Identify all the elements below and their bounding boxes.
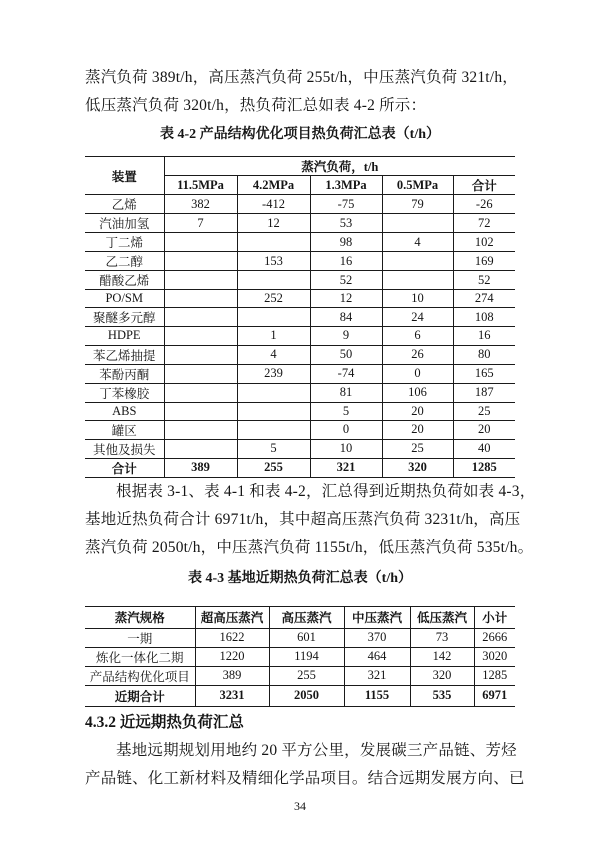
table-cell: 1155	[344, 685, 410, 706]
table-cell: 12	[310, 290, 382, 308]
row-label: 产品结构优化项目	[85, 666, 195, 685]
table-cell: 1622	[195, 628, 269, 647]
table-cell: 98	[310, 233, 382, 252]
table-cell: 3231	[195, 685, 269, 706]
row-label: 合计	[85, 458, 164, 477]
table-cell: 20	[382, 420, 453, 439]
table-header-row	[85, 157, 515, 176]
table-4-2	[85, 156, 515, 478]
table-cell: 20	[453, 420, 515, 439]
table-cell: 79	[382, 195, 453, 214]
paragraph-line: 蒸汽负荷 2050t/h，中压蒸汽负荷 1155t/h，低压蒸汽负荷 535t/h。	[85, 538, 534, 556]
table-cell	[164, 383, 237, 402]
table-cell: 153	[237, 252, 310, 271]
table-cell	[382, 252, 453, 271]
paragraph-summary	[85, 478, 536, 562]
table-cell: 252	[237, 290, 310, 308]
table-cell: 320	[410, 666, 474, 685]
table-cell: -75	[310, 195, 382, 214]
table-cell: 370	[344, 628, 410, 647]
paragraph-line: 基地近热负荷合计 6971t/h，其中超高压蒸汽负荷 3231t/h，高压	[85, 510, 521, 528]
table-cell	[237, 308, 310, 327]
col-header-steam-group: 蒸汽负荷，t/h	[164, 157, 515, 176]
table-cell: 1194	[269, 647, 344, 666]
col-header: 中压蒸汽	[344, 606, 410, 628]
table-row	[85, 439, 515, 458]
table-row	[85, 233, 515, 252]
table-cell: 165	[453, 364, 515, 383]
table-cell: 108	[453, 308, 515, 327]
row-label: 近期合计	[85, 685, 195, 706]
table-cell: 389	[164, 458, 237, 477]
row-label: 丁二烯	[85, 233, 164, 252]
table-4-2-header	[85, 157, 515, 195]
table-cell: -412	[237, 195, 310, 214]
table-cell: 255	[237, 458, 310, 477]
table-cell	[164, 327, 237, 345]
table-cell: 5	[310, 402, 382, 420]
table-cell: 16	[310, 252, 382, 271]
table-cell: 10	[382, 290, 453, 308]
table-cell: 2050	[269, 685, 344, 706]
table-cell: 0	[310, 420, 382, 439]
table-cell: 389	[195, 666, 269, 685]
table-cell: 169	[453, 252, 515, 271]
table-cell: 16	[453, 327, 515, 345]
table-cell	[164, 271, 237, 290]
col-header-device: 装置	[85, 157, 164, 195]
col-header: 高压蒸汽	[269, 606, 344, 628]
table-cell: 81	[310, 383, 382, 402]
paragraph-line: 低压蒸汽负荷 320t/h，热负荷汇总如表 4-2 所示：	[85, 97, 427, 114]
row-label: 苯乙烯抽提	[85, 345, 164, 364]
row-label: 醋酸乙烯	[85, 271, 164, 290]
col-header: 超高压蒸汽	[195, 606, 269, 628]
table-cell: 274	[453, 290, 515, 308]
table-cell: 52	[453, 271, 515, 290]
table-cell	[237, 383, 310, 402]
col-header: 小计	[474, 606, 515, 628]
table-cell: 5	[237, 439, 310, 458]
col-header: 合计	[453, 176, 515, 195]
table-cell: 1220	[195, 647, 269, 666]
table-cell: 6	[382, 327, 453, 345]
paragraph-line: 根据表 3-1、表 4-1 和表 4-2，汇总得到近期热负荷如表 4-3，	[116, 482, 536, 500]
row-label: 汽油加氢	[85, 214, 164, 233]
row-label: 一期	[85, 628, 195, 647]
table-cell: 142	[410, 647, 474, 666]
row-label: 罐区	[85, 420, 164, 439]
table-cell: 73	[410, 628, 474, 647]
table-4-2-body	[85, 195, 515, 478]
table-row	[85, 647, 515, 666]
table-cell	[164, 402, 237, 420]
table-cell: 106	[382, 383, 453, 402]
table-cell	[237, 271, 310, 290]
col-header: 4.2MPa	[237, 176, 310, 195]
table-cell: 1285	[453, 458, 515, 477]
table-4-3-header	[85, 606, 515, 628]
table-cell	[237, 402, 310, 420]
table-cell: 535	[410, 685, 474, 706]
table-row	[85, 628, 515, 647]
table-cell: -74	[310, 364, 382, 383]
table-cell: 7	[164, 214, 237, 233]
col-header: 蒸汽规格	[85, 606, 195, 628]
table-cell: 4	[382, 233, 453, 252]
table-cell: 320	[382, 458, 453, 477]
table-cell: 239	[237, 364, 310, 383]
table-4-3-title: 表 4-3 基地近期热负荷汇总表（t/h）	[188, 570, 412, 586]
table-row	[85, 290, 515, 308]
col-header: 1.3MPa	[310, 176, 382, 195]
paragraph-line: 蒸汽负荷 389t/h，高压蒸汽负荷 255t/h，中压蒸汽负荷 321t/h，	[85, 69, 518, 86]
table-cell: 40	[453, 439, 515, 458]
row-label: 炼化一体化二期	[85, 647, 195, 666]
table-cell	[164, 420, 237, 439]
table-row	[85, 402, 515, 420]
table-cell: 1	[237, 327, 310, 345]
table-4-3-body	[85, 628, 515, 706]
table-row	[85, 252, 515, 271]
paragraph-steam-loads	[85, 64, 518, 120]
table-row	[85, 195, 515, 214]
table-row	[85, 364, 515, 383]
table-cell: 50	[310, 345, 382, 364]
page-number: 34	[294, 798, 306, 813]
row-label: 乙烯	[85, 195, 164, 214]
table-cell: 53	[310, 214, 382, 233]
table-cell: 84	[310, 308, 382, 327]
row-label: 苯酚丙酮	[85, 364, 164, 383]
table-cell: 20	[382, 402, 453, 420]
table-cell: 6971	[474, 685, 515, 706]
row-label: PO/SM	[85, 290, 164, 308]
table-cell: 80	[453, 345, 515, 364]
table-cell	[382, 214, 453, 233]
table-cell: 1285	[474, 666, 515, 685]
table-row	[85, 458, 515, 477]
table-row	[85, 666, 515, 685]
table-cell	[164, 233, 237, 252]
table-cell: 464	[344, 647, 410, 666]
table-cell: 382	[164, 195, 237, 214]
row-label: 乙二醇	[85, 252, 164, 271]
table-cell	[164, 364, 237, 383]
paragraph-line: 产品链、化工新材料及精细化学品项目。结合远期发展方向、已	[85, 769, 525, 787]
table-cell: 2666	[474, 628, 515, 647]
table-header-row	[85, 606, 515, 628]
table-cell	[164, 308, 237, 327]
table-cell: 0	[382, 364, 453, 383]
table-row	[85, 271, 515, 290]
paragraph-longterm-plan	[85, 737, 525, 793]
table-row	[85, 214, 515, 233]
table-row	[85, 327, 515, 345]
table-cell	[164, 290, 237, 308]
section-heading-4-3-2: 4.3.2 近远期热负荷汇总	[85, 713, 244, 731]
row-label: ABS	[85, 402, 164, 420]
table-row	[85, 383, 515, 402]
table-cell: 25	[453, 402, 515, 420]
col-header: 0.5MPa	[382, 176, 453, 195]
paragraph-line: 基地远期规划用地约 20 平方公里，发展碳三产品链、芳烃	[116, 741, 517, 759]
table-cell: 187	[453, 383, 515, 402]
table-cell: -26	[453, 195, 515, 214]
table-row	[85, 685, 515, 706]
row-label: 丁苯橡胶	[85, 383, 164, 402]
table-cell	[164, 439, 237, 458]
table-cell: 255	[269, 666, 344, 685]
table-cell	[237, 420, 310, 439]
col-header: 11.5MPa	[164, 176, 237, 195]
table-cell: 321	[344, 666, 410, 685]
row-label: 聚醚多元醇	[85, 308, 164, 327]
table-cell: 9	[310, 327, 382, 345]
col-header: 低压蒸汽	[410, 606, 474, 628]
table-cell: 10	[310, 439, 382, 458]
table-cell	[164, 345, 237, 364]
table-cell	[382, 271, 453, 290]
table-4-2-title: 表 4-2 产品结构优化项目热负荷汇总表（t/h）	[160, 127, 440, 142]
table-cell: 321	[310, 458, 382, 477]
table-cell: 4	[237, 345, 310, 364]
table-cell: 3020	[474, 647, 515, 666]
table-row	[85, 308, 515, 327]
table-cell: 24	[382, 308, 453, 327]
table-cell: 102	[453, 233, 515, 252]
table-cell: 601	[269, 628, 344, 647]
table-cell: 52	[310, 271, 382, 290]
table-row	[85, 420, 515, 439]
table-row	[85, 345, 515, 364]
table-cell	[164, 252, 237, 271]
table-cell: 72	[453, 214, 515, 233]
row-label: HDPE	[85, 327, 164, 345]
table-cell: 26	[382, 345, 453, 364]
table-4-3	[85, 606, 515, 707]
row-label: 其他及损失	[85, 439, 164, 458]
table-cell: 12	[237, 214, 310, 233]
table-cell: 25	[382, 439, 453, 458]
table-cell	[237, 233, 310, 252]
